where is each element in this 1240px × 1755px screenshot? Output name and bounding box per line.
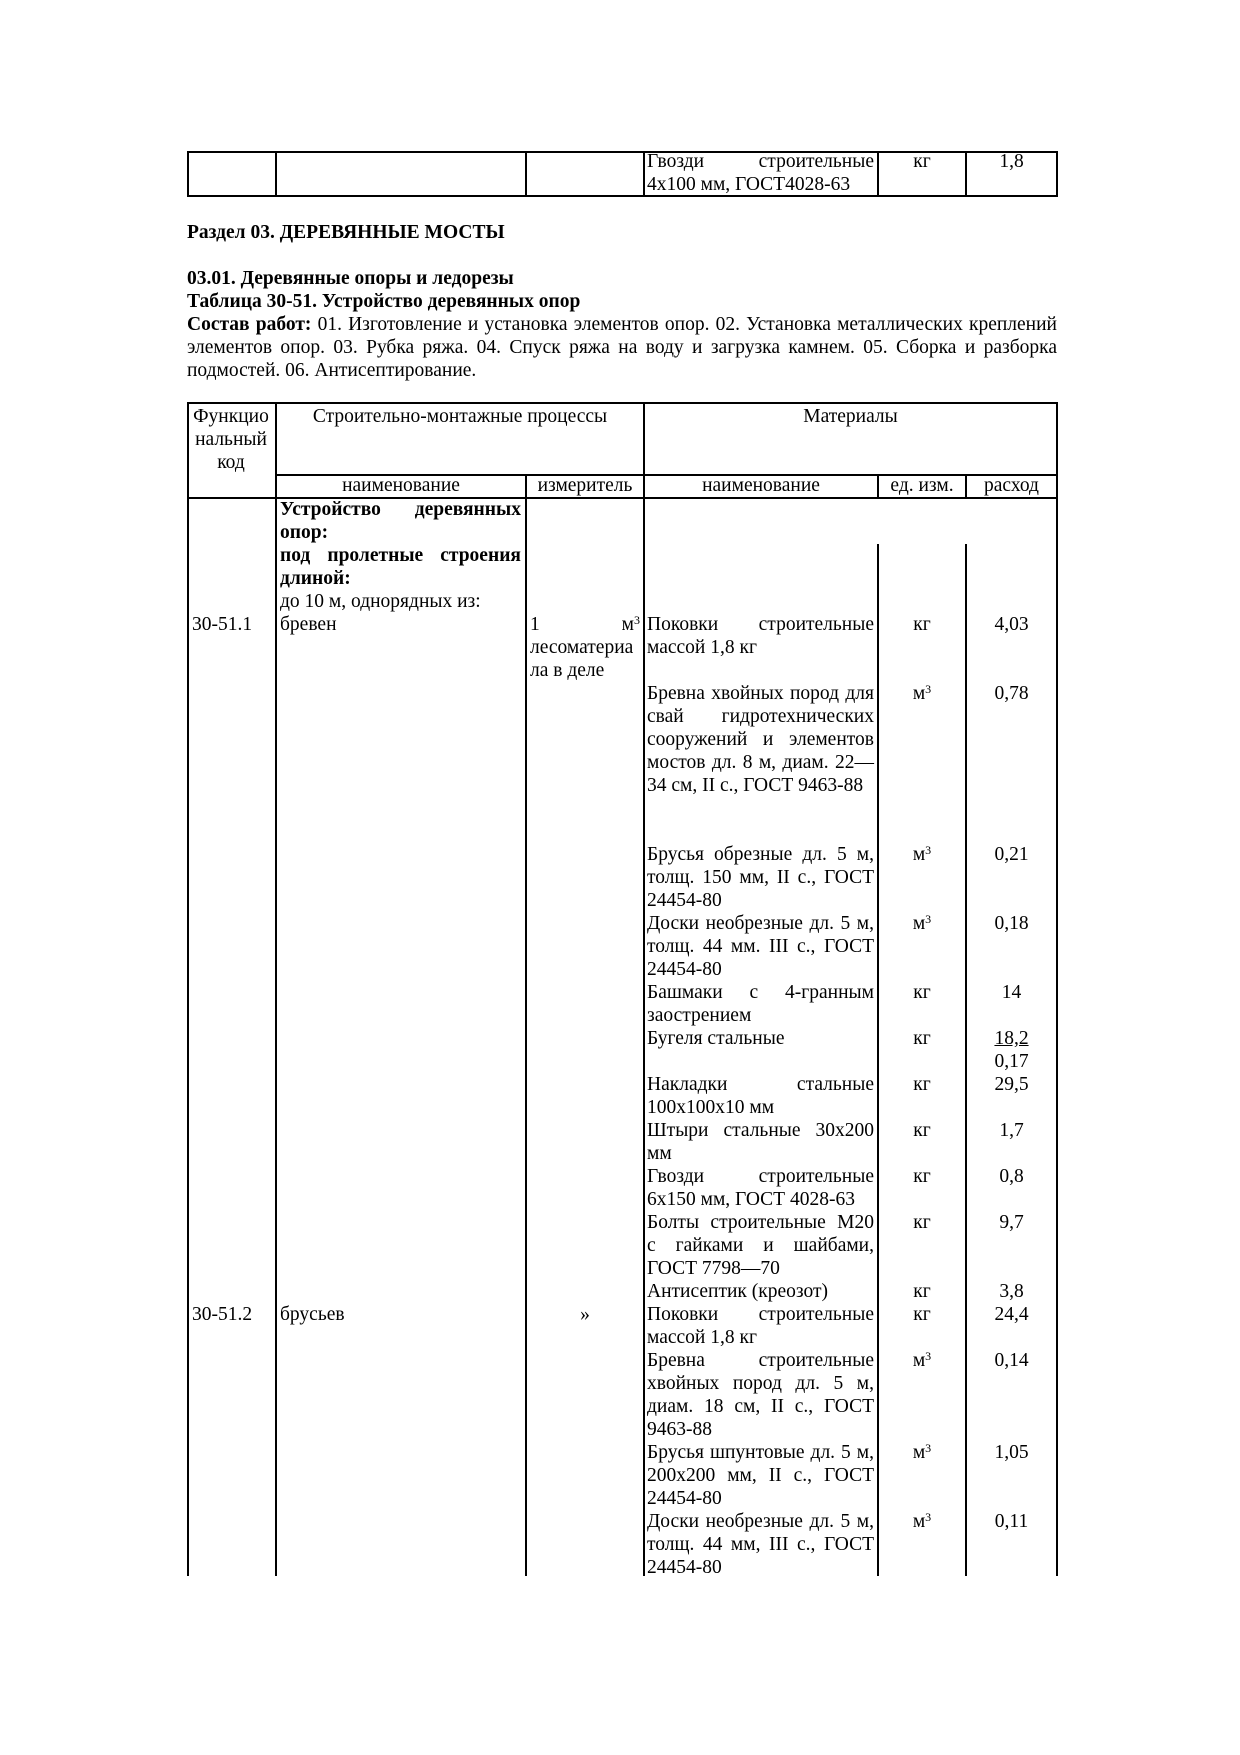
header-process-name: наименование	[342, 475, 460, 496]
row1-measure-unit: м	[621, 614, 634, 635]
group-title-2: под пролетные строения длиной:	[280, 545, 521, 589]
material-amount: 0,78	[994, 683, 1029, 704]
material-amount: 0,11	[994, 1511, 1029, 1532]
material-name: Доски необрезные дл. 5 м, толщ. 44 мм. III с., ГОСТ 24454-80	[647, 913, 874, 980]
material-amount: 9,7	[999, 1212, 1024, 1233]
material-unit: кг	[913, 1212, 931, 1233]
material-unit: кг	[913, 1120, 931, 1141]
material-amount: 0,18	[994, 913, 1029, 934]
material-unit: кг	[913, 1074, 931, 1095]
material-unit	[879, 682, 965, 705]
material-unit	[879, 912, 965, 935]
row1-name: бревен	[280, 614, 337, 635]
top-row-unit: кг	[913, 151, 931, 172]
superscript: 3	[925, 843, 932, 857]
material-unit: кг	[913, 614, 931, 635]
material-name: Болты строительные М20 с гайками и шайбами, ГОСТ 7798—70	[647, 1212, 874, 1279]
material-name: Бревна хвойных пород для свай гидротехнических сооружений и элементов мостов дл. 8 м, диам. 22—34 см, II с., ГОСТ 9463-88	[647, 683, 874, 796]
material-name: Поковки строительные массой 1,8 кг	[647, 614, 874, 658]
material-unit-text: м	[912, 1350, 926, 1371]
row1-measure-rest: лесоматериала в деле	[530, 637, 634, 681]
material-name: Бревна строительные хвойных пород дл. 5 м, диам. 18 см, II с., ГОСТ 9463-88	[647, 1350, 874, 1440]
material-name: Гвозди строительные 6x150 мм, ГОСТ 4028-63	[647, 1166, 874, 1210]
superscript: 3	[925, 682, 932, 696]
material-unit-text: м	[912, 1442, 926, 1463]
material-unit	[879, 1510, 965, 1533]
material-name: Брусья шпунтовые дл. 5 м, 200x200 мм, II с., ГОСТ 24454-80	[647, 1442, 874, 1509]
row1-measure-unit-wrap	[622, 613, 640, 636]
row2-code: 30-51.2	[192, 1304, 253, 1325]
material-amount-second: 0,17	[994, 1051, 1029, 1072]
row1-code: 30-51.1	[192, 614, 253, 635]
group-title-1: Устройство деревянных опор:	[280, 499, 521, 543]
header-material-unit: ед. изм.	[890, 475, 954, 496]
superscript: 3	[925, 1441, 932, 1455]
material-amount: 14	[1001, 982, 1022, 1003]
material-name: Брусья обрезные дл. 5 м, толщ. 150 мм, II с., ГОСТ 24454-80	[647, 844, 874, 911]
material-amount: 29,5	[994, 1074, 1029, 1095]
row1-measure	[530, 613, 640, 682]
group-title-3: до 10 м, однорядных из:	[280, 591, 481, 612]
subsection-title: 03.01. Деревянные опоры и ледорезы	[187, 268, 514, 289]
row2-name: брусьев	[280, 1304, 345, 1325]
material-unit: кг	[913, 982, 931, 1003]
material-unit: кг	[913, 1281, 931, 1302]
composition-label: Состав работ:	[187, 314, 312, 335]
material-name: Башмаки с 4-гранным заострением	[647, 982, 874, 1026]
material-unit-text: м	[912, 913, 926, 934]
material-amount: 4,03	[994, 614, 1029, 635]
row2-measure: »	[580, 1304, 590, 1325]
material-unit	[879, 1441, 965, 1464]
material-unit	[879, 843, 965, 866]
material-name: Бугеля стальные	[647, 1028, 785, 1049]
material-unit	[879, 1349, 965, 1372]
material-amount: 0,21	[994, 844, 1029, 865]
superscript: 3	[925, 912, 932, 926]
material-unit-text: м	[912, 1511, 926, 1532]
header-code: Функциональный код	[193, 406, 269, 473]
superscript: 3	[925, 1349, 932, 1363]
material-unit-text: м	[912, 844, 926, 865]
composition	[187, 313, 1057, 382]
header-material-name: наименование	[702, 475, 820, 496]
composition-text: 01. Изготовление и установка элементов опор. 02. Установка металлических креплений элементов опор. 03. Рубка ряжа. 04. Спуск ряжа на воду и загрузка камнем. 05. Сборка и разборка подмостей. 06. Антисептирование.	[187, 314, 1057, 381]
material-name: Доски необрезные дл. 5 м, толщ. 44 мм, III с., ГОСТ 24454-80	[647, 1511, 874, 1578]
section-title: Раздел 03. ДЕРЕВЯННЫЕ МОСТЫ	[187, 222, 505, 243]
material-unit: кг	[913, 1166, 931, 1187]
material-amount: 1,05	[994, 1442, 1029, 1463]
material-amount: 1,7	[999, 1120, 1024, 1141]
material-unit-text: м	[912, 683, 926, 704]
row1-measure-num: 1	[530, 614, 540, 635]
material-unit: кг	[913, 1028, 931, 1049]
material-amount	[967, 1027, 1056, 1073]
top-row-amount: 1,8	[999, 151, 1024, 172]
material-amount-underlined: 18,2	[994, 1028, 1029, 1049]
table-title: Таблица 30-51. Устройство деревянных опор	[187, 291, 581, 312]
superscript: 3	[925, 1510, 932, 1524]
material-amount: 0,8	[999, 1166, 1024, 1187]
header-processes: Строительно-монтажные процессы	[312, 406, 608, 427]
material-amount: 0,14	[994, 1350, 1029, 1371]
material-name: Поковки строительные массой 1,8 кг	[647, 1304, 874, 1348]
superscript: 3	[634, 613, 640, 627]
material-name: Антисептик (креозот)	[647, 1281, 828, 1302]
material-amount: 24,4	[994, 1304, 1029, 1325]
material-name: Накладки стальные 100x100x10 мм	[647, 1074, 874, 1118]
material-unit: кг	[913, 1304, 931, 1325]
top-row-material: Гвозди строительные 4x100 мм, ГОСТ4028-63	[647, 151, 874, 195]
material-amount: 3,8	[999, 1281, 1024, 1302]
header-process-measure: измеритель	[537, 475, 633, 496]
header-materials: Материалы	[803, 406, 898, 427]
header-material-amount: расход	[984, 475, 1039, 496]
material-name: Штыри стальные 30x200 мм	[647, 1120, 874, 1164]
